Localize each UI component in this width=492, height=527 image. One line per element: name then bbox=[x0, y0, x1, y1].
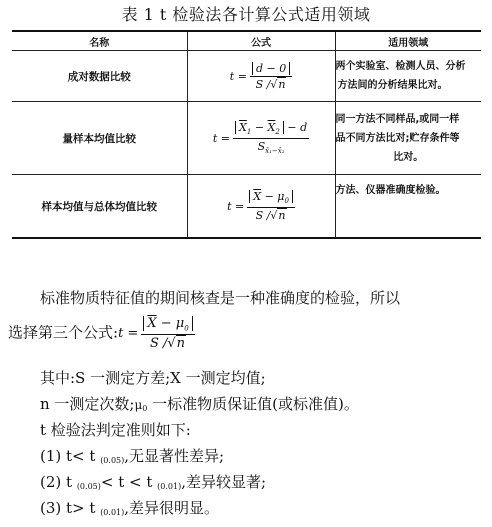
table-row bbox=[12, 102, 481, 175]
criterion-2: (2) t $_{(0.05)}$< t < t $_{(0.01)}$,差异较显著; bbox=[40, 473, 267, 491]
paired-formula: t = $\frac{d - 0}{S /√n}$ bbox=[230, 62, 292, 91]
table-caption: 表 1 t 检验法各计算公式适用领域 bbox=[121, 5, 371, 24]
row-formula bbox=[187, 175, 335, 239]
row-name: 样本均值与总体均值比较 bbox=[12, 175, 187, 239]
header-formula: 公式 bbox=[187, 31, 335, 51]
row-formula bbox=[187, 102, 335, 175]
criterion-3: (3) t> t $_{(0.01)}$,差异很明显。 bbox=[40, 499, 220, 517]
row-name: 成对数据比较 bbox=[12, 51, 187, 102]
paragraph-5: t 检验法判定准则如下: bbox=[40, 421, 191, 439]
table-row bbox=[12, 175, 481, 239]
paragraph-2: 选择第三个公式: t = $\frac{\overline{X} - \mu_0}{S /√n}$ bbox=[8, 316, 488, 351]
paragraph-4: n 一测定次数$;\mu_0$ 一标准物质保证值(或标准值)。 bbox=[40, 395, 359, 413]
row-scope: 两个实验室、检测人员、分析 方法间的分析结果比对。 bbox=[335, 51, 481, 102]
row-scope: 同一方法不同样品,或同一样 品不同方法比对;贮存条件等 比对。 bbox=[335, 102, 481, 175]
criterion-1: (1) t< t $_{(0.05)}$,无显著性差异; bbox=[40, 447, 225, 465]
paragraph-3: 其中:S 一测定方差;X 一测定均值; bbox=[40, 369, 266, 387]
two-sample-formula: t = $\frac{\overline{X}_1 - \overline{X}_2 - d}{S_{x̄_1-x̄_2}}$ bbox=[212, 121, 308, 155]
row-scope: 方法、仪器准确度检验。 bbox=[335, 175, 481, 239]
table-header-row bbox=[12, 31, 481, 51]
header-name: 名称 bbox=[12, 31, 187, 51]
header-scope: 适用领域 bbox=[335, 31, 481, 51]
t-test-table bbox=[12, 30, 481, 239]
row-formula bbox=[187, 51, 335, 102]
one-sample-formula: t = $\frac{\overline{X} - \mu_0}{S /√n}$ bbox=[227, 190, 295, 221]
selected-formula: t = $\frac{\overline{X} - \mu_0}{S /√n}$ bbox=[118, 316, 195, 351]
table-row bbox=[12, 51, 481, 102]
paragraph-1: 标准物质特征值的期间核查是一种准确度的检验，所以 bbox=[40, 289, 401, 307]
row-name: 量样本均值比较 bbox=[12, 102, 187, 175]
